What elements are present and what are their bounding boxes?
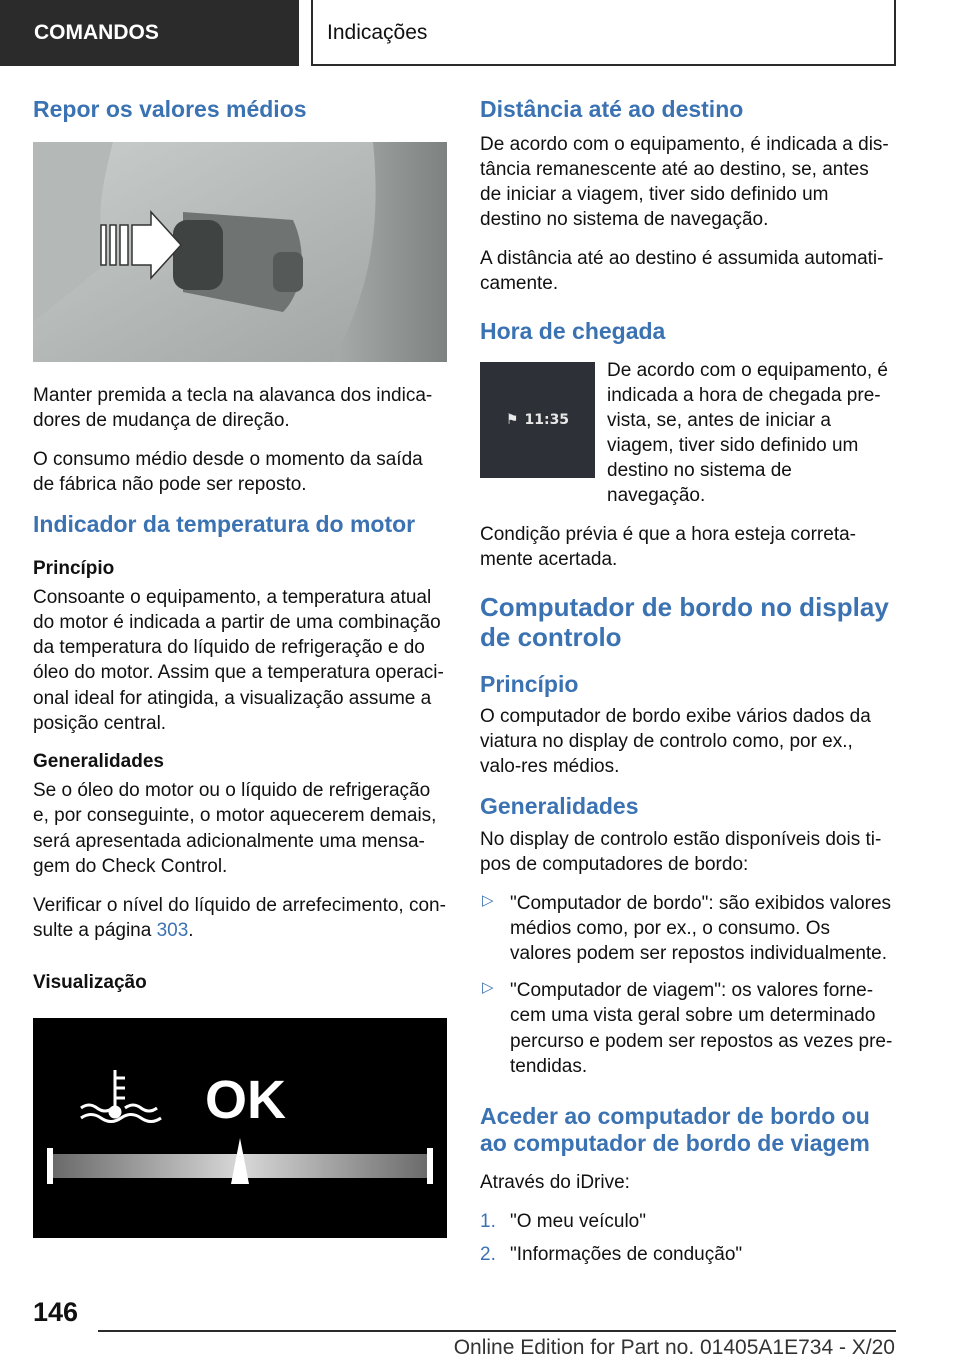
heading-engine-temperature: Indicador da temperatura do motor: [33, 510, 416, 537]
heading-onboard-computer: Computador de bordo no display de controlo: [480, 592, 889, 653]
subheading-general: Generalidades: [33, 750, 164, 772]
triangle-bullet-icon: ▷: [482, 979, 494, 997]
status-ok: OK: [205, 1069, 286, 1130]
distance-text: De acordo com o equipamento, é indicada a dis-tância remanescente até ao destino, se, antes de iniciar a viagem, tiver sido definido um destino no sistema de navegação.: [480, 133, 889, 230]
principle-text-right: O computador de bordo exibe vários dados da viatura no display de controlo como, por ex., valo-res médios.: [480, 706, 871, 778]
heading-arrival: Hora de chegada: [480, 318, 666, 345]
heading-principle: Princípio: [480, 670, 579, 697]
list-item: 2. "Informações de condução": [480, 1244, 743, 1266]
page-number: 146: [33, 1297, 79, 1327]
via-idrive: Através do iDrive:: [480, 1171, 630, 1193]
temperature-gauge-display: [33, 1018, 447, 1238]
heading-distance: Distância até ao destino: [480, 96, 744, 122]
arrival-block: [480, 358, 895, 508]
list-item: ▷ "Computador de bordo": são exibidos valores médios como, por ex., o consumo. Os valores podem ser repostos individualmente.: [482, 892, 892, 965]
subheading-principle: Princípio: [33, 557, 115, 579]
edition-note: Online Edition for Part no. 01405A1E734 - X/20: [453, 1336, 895, 1359]
arrival-time: 11:35: [524, 411, 570, 428]
heading-general: Generalidades: [480, 793, 639, 820]
steps-list: [480, 1209, 895, 1267]
list-item: 1. "O meu veículo": [480, 1210, 646, 1232]
turn-signal-lever-photo: [33, 142, 447, 362]
condition-text: Condição prévia é que a hora esteja correta-mente acertada.: [480, 524, 857, 571]
coolant-reference: Verificar o nível do líquido de arrefecimento, con-sulte a página 303.: [33, 894, 446, 941]
chapter-title: Indicações: [327, 21, 428, 44]
computer-types-list: [480, 891, 895, 1079]
arrival-text: De acordo com o equipamento, é indicada a hora de chegada pre-vista, se, antes de iniciar a viagem, tiver sido definido um destino no sistema de navegação.: [607, 359, 888, 507]
reset-note: O consumo médio desde o momento da saída de fábrica não pode ser reposto.: [33, 448, 423, 495]
general-text: Se o óleo do motor ou o líquido de refrigeração e, por conseguinte, o motor aquecerem demais, será apresentada adicionalmente uma mensa-gem do Check Control.: [33, 780, 437, 877]
principle-text: Consoante o equipamento, a temperatura atual do motor é indicada a partir de uma combinação da temperatura do líquido de refrigeração e do óleo do motor. Assim que a temperatura operaci-onal ideal for atingida, a visualização assume a posição central.: [33, 587, 444, 734]
heading-reset-averages: Repor os valores médios: [33, 96, 307, 122]
general-text-right: No display de controlo estão disponíveis dois ti-pos de computadores de bordo:: [480, 829, 882, 876]
arrival-time-display: [480, 362, 595, 478]
left-column: [33, 96, 447, 1243]
list-item: ▷ "Computador de viagem": os valores forne-cem uma vista geral sobre um determinado percurso e podem ser repostos as vezes pre-tendidas.: [482, 979, 893, 1077]
section-tab: [0, 0, 299, 66]
triangle-bullet-icon: ▷: [482, 892, 494, 910]
reset-instruction: Manter premida a tecla na alavanca dos indica-dores de mudança de direção.: [33, 384, 433, 431]
section-title: COMANDOS: [34, 21, 159, 44]
right-column: [480, 96, 895, 1281]
heading-access-computer: Aceder ao computador de bordo ou ao computador de bordo de viagem: [480, 1102, 870, 1157]
flag-icon: ⚑: [505, 411, 519, 428]
page-link[interactable]: 303: [156, 919, 189, 941]
footer-divider: [98, 1330, 896, 1332]
distance-auto: A distância até ao destino é assumida automati-camente.: [480, 247, 884, 294]
chapter-tab: [311, 0, 896, 66]
subheading-display: Visualização: [33, 971, 147, 993]
